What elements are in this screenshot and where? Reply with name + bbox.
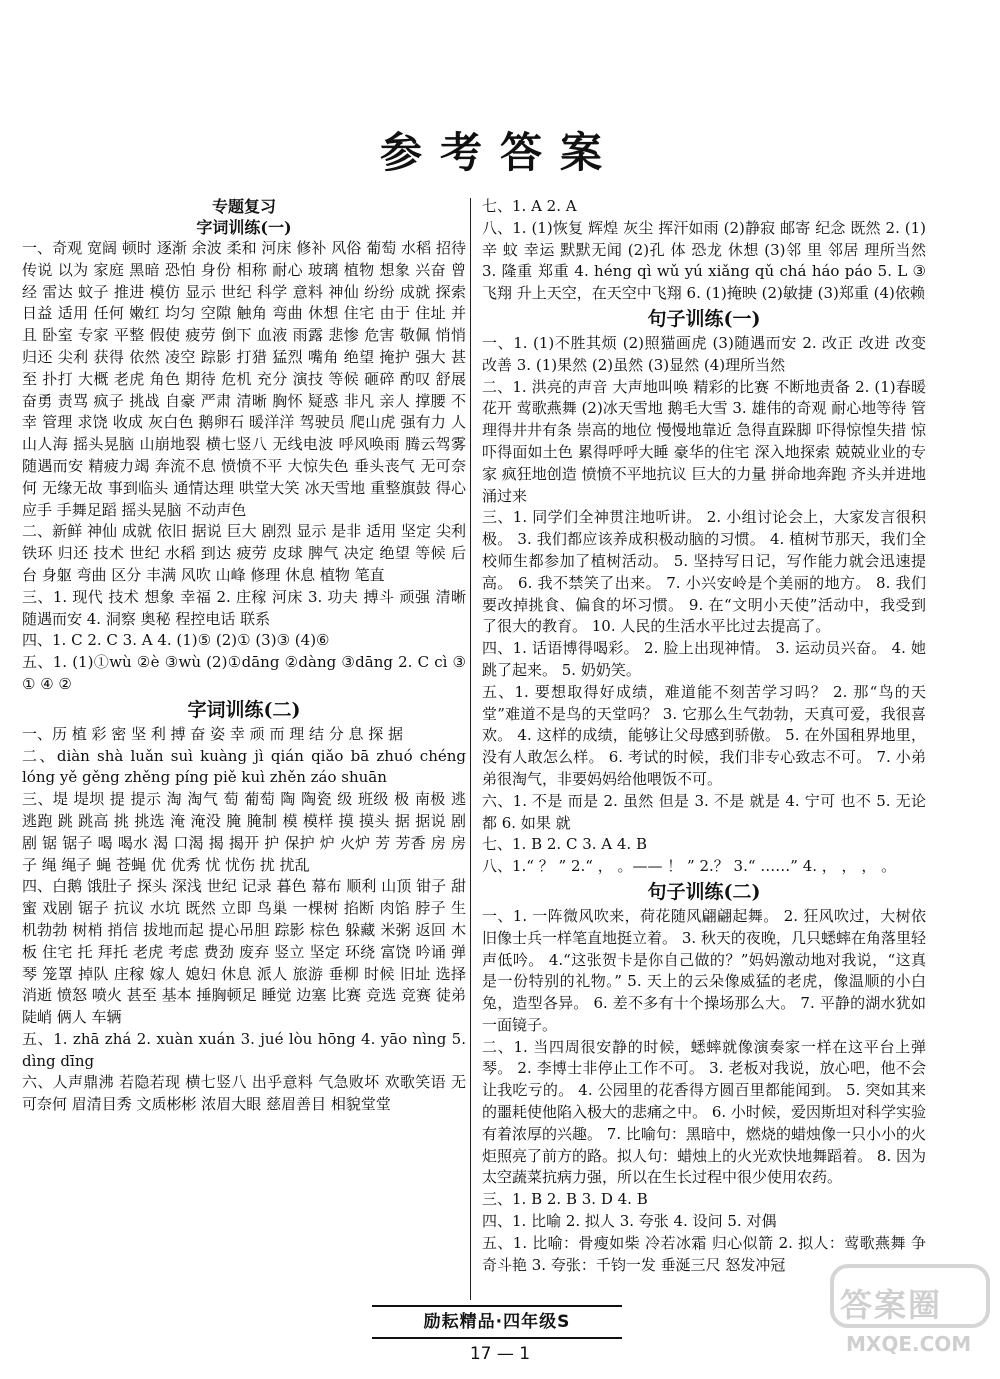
ci1-part5: 五、1. (1)①wù ②è ③wù (2)①dāng ②dàng ③dāng 2. C cì ③ ① ④ ② bbox=[22, 653, 466, 693]
right-column bbox=[482, 196, 926, 1276]
ju1-part4: 四、1. 话语博得喝彩。 2. 脸上出现神情。 3. 运动员兴奋。 4. 她跳了起来。 5. 奶奶笑。 bbox=[482, 639, 926, 679]
ci2-part3: 三、堤 堤坝 提 提示 淘 淘气 萄 葡萄 陶 陶瓷 级 班级 极 南极 逃 逃跑 跳 跳高 挑 挑选 淹 淹没 腌 腌制 模 模样 摸 摸头 据 据说 剧 剧 锯 锯子 喝 喝水 渴 口渴 揭 揭开 护 保护 炉 火炉 芳 芳香 房 房子 绳 绳子 蝇 苍蝇 优 优秀 忧 忧伤 扰 扰乱 bbox=[22, 790, 466, 874]
ci2-part4: 四、白鹅 饿肚子 探头 深浅 世纪 记录 暮色 幕布 顺利 山顶 钳子 甜蜜 戏剧 锯子 抗议 水坑 既然 立即 鸟巢 一棵树 掐断 肉馅 脖子 生机勃勃 树梢 捎信 拔地而起 提心吊胆 踪影 棕色 躲藏 米粥 返回 木板 住宅 托 拜托 老虎 考虑 费劲 废弃 竖立 坚定 环绕 富饶 吟诵 弹琴 笼罩 掉队 庄稼 嫁人 媳妇 休息 派人 旅游 垂柳 时候 旧址 选择 消逝 愤怒 喷火 甚至 基本 捶胸顿足 睡觉 边塞 比赛 竞选 竞赛 徒弟 陡峭 俩人 车辆 bbox=[22, 877, 466, 1027]
ju2-part2: 二、1. 当四周很安静的时候，蟋蟀就像演奏家一样在这平台上弹琴。 2. 李博士非停止工作不可。 3. 老板对我说，放心吧，他不会让我吃亏的。 4. 公园里的花香得方圆百里都能闻到。 5. 突如其来的噩耗使他陷入极大的悲痛之中。 6. 小时候，爱因斯坦对科学实验有着浓厚的兴趣。 7. 比喻句：黑暗中，燃烧的蜡烛像一只小小的火炬照亮了前方的路。拟人句：蜡烛上的火光欢快地舞蹈着。 8. 因为太空蔬菜抗病力强，所以在生长过程中很少使用农药。 bbox=[482, 1037, 926, 1187]
ju1-title: 句子训练(一) bbox=[647, 307, 761, 330]
column-divider bbox=[470, 198, 471, 1300]
left-column bbox=[22, 196, 466, 1116]
ju1-part2: 二、1. 洪亮的声音 大声地叫唤 精彩的比赛 不断地责备 2. (1)春暖花开 莺歌燕舞 (2)冰天雪地 鹅毛大雪 3. 雄伟的奇观 耐心地等待 管理得井井有条 崇高的地位 慢慢地靠近 急得直跺脚 吓得惊惶失措 惊吓得面如土色 累得呼呼大睡 豪华的住宅 深入地探索 兢兢业业的专家 疯狂地创造 愤愤不平地抗议 巨大的力量 拼命地奔跑 齐头并进地涌过来 bbox=[482, 377, 926, 505]
ci2-part2: 二、diàn shà luǎn suì kuàng jì qián qiǎo bā zhuó chéng lóng yě gěng zhěng píng piě kuì zhěn záo shuān bbox=[22, 746, 466, 787]
ju1-part7: 七、1. B 2. C 3. A 4. B bbox=[482, 835, 647, 854]
watermark-url: MXQE.COM bbox=[846, 1332, 972, 1356]
ju1-part5: 五、1. 要想取得好成绩，难道能不刻苦学习吗？ 2. 那“鸟的天堂”难道不是鸟的天堂吗？ 3. 它那么生气勃勃，天真可爱，我很喜欢。 4. 这样的成绩，能够让父母感到骄傲。 5. 在外国租界地里，没有人敢怎么样。 6. 考试的时候，我们非专心致志不可。 7. 小弟弟很淘气，非要妈妈给他喂饭不可。 bbox=[482, 682, 926, 788]
ci1-part4: 四、1. C 2. C 3. A 4. (1)⑤ (2)① (3)③ (4)⑥ bbox=[22, 631, 330, 650]
ci2-part8: 八、1. (1)恢复 辉煌 灰尘 挥汗如雨 (2)静寂 邮寄 纪念 既然 2. (1)辛 蚊 幸运 默默无闻 (2)孔 体 恐龙 休想 (3)邻 里 邻居 理所当然 3. 隆重 郑重 4. héng qì wǔ yú xiǎng qǔ chá háo páo 5. L ③ 飞翔 升上天空，在天空中飞翔 6. (1)掩映 (2)敏捷 (3)郑重 (4)依赖 bbox=[482, 218, 926, 303]
footer-logo: 励耘精品·四年级S bbox=[372, 1305, 622, 1339]
ju1-part6: 六、1. 不是 而是 2. 虽然 但是 3. 不是 就是 4. 宁可 也不 5. 无论 都 6. 如果 就 bbox=[482, 791, 926, 832]
ci2-part7: 七、1. A 2. A bbox=[482, 197, 577, 215]
ju2-part5: 五、1. 比喻：骨瘦如柴 冷若冰霜 归心似箭 2. 拟人：莺歌燕舞 争奇斗艳 3. 夸张：千钧一发 垂涎三尺 怒发冲冠 bbox=[482, 1233, 926, 1274]
ju1-part8: 八、1.“ ？ ” 2.“ ， 。—— ！ ” 2.？ 3.“ ……” 4. ， ， ， 。 bbox=[482, 857, 897, 876]
section-title: 专题复习 bbox=[211, 197, 276, 216]
ju2-part3: 三、1. B 2. B 3. D 4. B bbox=[482, 1190, 648, 1209]
page-number: 17 — 1 bbox=[469, 1344, 531, 1364]
ci2-part6: 六、人声鼎沸 若隐若现 横七竖八 出乎意料 气急败坏 欢歌笑语 无可奈何 眉清目秀 文质彬彬 浓眉大眼 慈眉善目 相貌堂堂 bbox=[22, 1073, 466, 1114]
ci1-part1: 一、奇观 宽阔 顿时 逐渐 余波 柔和 河床 修补 风俗 葡萄 水稻 招待 传说 以为 家庭 黑暗 恐怕 身份 相称 耐心 玻璃 植物 想象 兴奋 曾经 雷达 蚊子 推进 模仿 显示 世纪 科学 意料 神仙 纷纷 成就 探索 日益 适用 任何 嫩红 均匀 空隙 触角 弯曲 休想 住宅 由于 住址 并且 卧室 专家 平整 假使 疲劳 倒下 血液 雨露 悲惨 危害 敬佩 悄悄 归还 尖利 获得 依然 凌空 踪影 打猎 猛烈 嘴角 绝望 掩护 强大 甚至 扑打 大概 老虎 角色 期待 危机 充分 演技 等候 砸碎 酌叹 舒展 奋勇 责骂 疯子 挑战 自豪 严肃 清晰 胸怀 疑惑 非凡 亲人 撑腰 不幸 管理 求饶 收成 灰白色 鹅卵石 暖洋洋 驾驶员 爬山虎 强有力 人山人海 摇头晃脑 山崩地裂 横七竖八 无线电波 呼风唤雨 腾云驾雾 随遇而安 精疲力竭 奔流不息 愤愤不平 大惊失色 垂头丧气 无可奈何 无缘无故 事到临头 通情达理 哄堂大笑 冰天雪地 重整旗鼓 得心应手 手舞足蹈 摇头晃脑 不动声色 bbox=[22, 239, 466, 519]
ju1-part1: 一、1. (1)不胜其烦 (2)照猫画虎 (3)随遇而安 2. 改正 改进 改变 改善 3. (1)果然 (2)虽然 (3)显然 (4)理所当然 bbox=[482, 333, 926, 374]
watermark-text: 答案圈 bbox=[840, 1286, 943, 1324]
ci1-title: 字词训练(一) bbox=[196, 218, 292, 237]
ci1-part2: 二、新鲜 神仙 成就 依旧 据说 巨大 剧烈 显示 是非 适用 坚定 尖利 铁环 归还 技术 世纪 水稻 到达 疲劳 皮球 脾气 决定 绝望 等候 后台 身躯 弯曲 区分 丰满 风吹 山峰 修理 休息 植物 笔直 bbox=[22, 522, 466, 584]
ju2-title: 句子训练(二) bbox=[647, 880, 761, 903]
watermark-logo bbox=[830, 1262, 990, 1372]
ci2-part1: 一、历 植 彩 密 坚 利 搏 奋 姿 幸 顽 而 理 结 分 息 探 据 bbox=[22, 724, 404, 743]
ju2-part1: 一、1. 一阵微风吹来，荷花随风翩翩起舞。 2. 狂风吹过，大树依旧像士兵一样笔直地挺立着。 3. 秋天的夜晚，几只蟋蟀在角落里轻声低吟。 4.“这张贺卡是你自己做的？”妈妈激动地对我说，“这真是一份特别的礼物。” 5. 天上的云朵像威猛的老虎，像温顺的小白兔，造型各异。 6. 差不多有十个操场那么大。 7. 平静的湖水犹如一面镜子。 bbox=[482, 906, 926, 1034]
page-title: 参考答案 bbox=[379, 128, 620, 177]
ju2-part4: 四、1. 比喻 2. 拟人 3. 夸张 4. 设问 5. 对偶 bbox=[482, 1212, 777, 1231]
ci2-part5: 五、1. zhā zhá 2. xuàn xuán 3. jué lòu hōng 4. yāo nìng 5. dìng dīng bbox=[22, 1029, 466, 1070]
ju1-part3: 三、1. 同学们全神贯注地听讲。 2. 小组讨论会上，大家发言很积极。 3. 我们都应该养成积极动脑的习惯。 4. 植树节那天，我们全校师生都参加了植树活动。 5. 坚持写日记，写作能力就会迅速提高。 6. 我不禁笑了出来。 7. 小兴安岭是个美丽的地方。 8. 我们要改掉挑食、偏食的坏习惯。 9. 在“文明小天使”活动中，我受到了很大的教育。 10. 人民的生活水平比过去提高了。 bbox=[482, 508, 926, 636]
ci1-part3: 三、1. 现代 技术 想象 幸福 2. 庄稼 河床 3. 功夫 搏斗 顽强 清晰 随遇而安 4. 洞察 奥秘 程控电话 联系 bbox=[22, 587, 466, 628]
ci2-title: 字词训练(二) bbox=[187, 698, 301, 721]
